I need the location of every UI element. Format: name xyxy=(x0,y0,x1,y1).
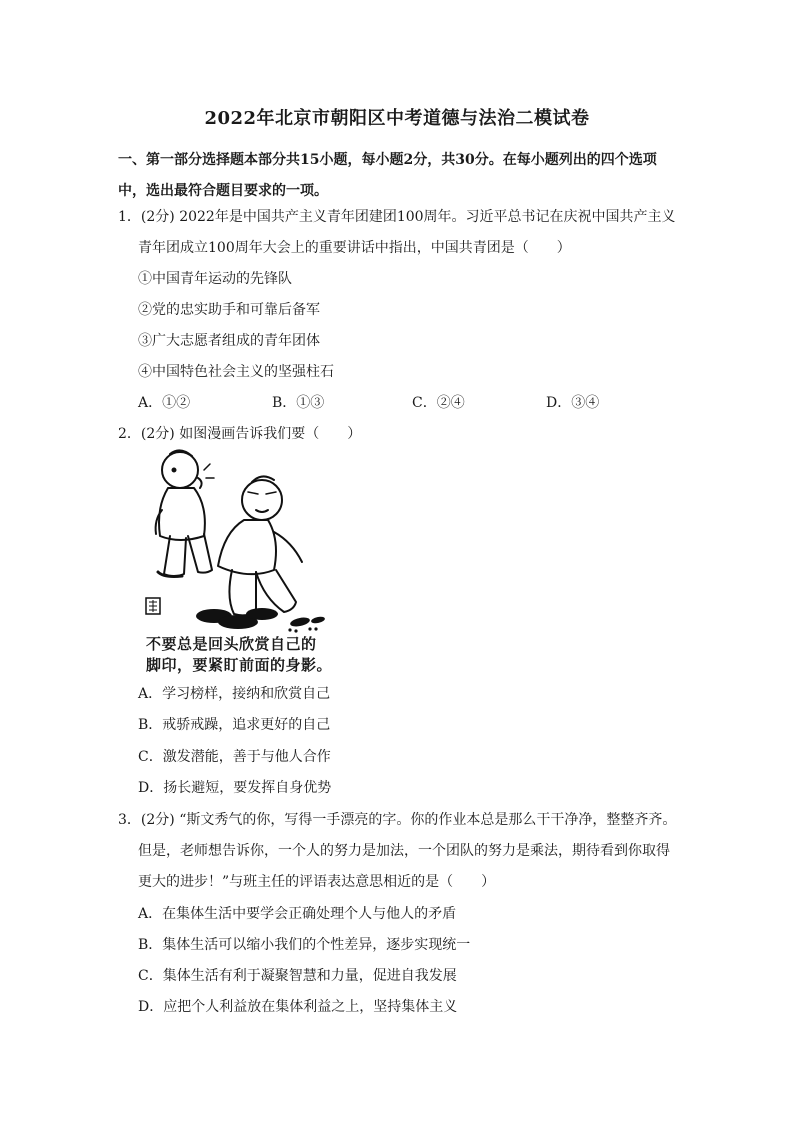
option-d[interactable]: D．③④ xyxy=(546,395,600,411)
option-b[interactable]: B．①③ xyxy=(272,395,325,411)
option-b[interactable]: B．戒骄戒躁，追求更好的自己 xyxy=(138,717,331,733)
option-a[interactable]: A．①② xyxy=(138,395,191,411)
option-c[interactable]: C．集体生活有利于凝聚智慧和力量，促进自我发展 xyxy=(138,968,457,984)
cartoon-figure-front xyxy=(218,476,302,615)
question-3-stem-line: 但是，老师想告诉你，一个人的努力是加法，一个团队的努力是乘法，期待看到你取得 xyxy=(138,843,670,859)
page-title: 2022年北京市朝阳区中考道德与法治二模试卷 xyxy=(204,108,590,129)
question-1-item: ②党的忠实助手和可靠后备军 xyxy=(138,302,320,318)
option-b[interactable]: B．集体生活可以缩小我们的个性差异，逐步实现统一 xyxy=(138,937,471,953)
option-a[interactable]: A．学习榜样，接纳和欣赏自己 xyxy=(138,686,331,702)
question-3-stem-line: 3．(2分) “斯文秀气的你，写得一手漂亮的字。你的作业本总是那么干干净净，整整齐齐。 xyxy=(118,812,677,828)
cartoon-caption-line: 脚印，要紧盯前面的身影。 xyxy=(146,656,333,674)
section-heading-line: 一、第一部分选择题本部分共15小题，每小题2分，共30分。在每小题列出的四个选项 xyxy=(118,152,657,168)
section-heading xyxy=(118,145,698,207)
cartoon-figure-behind xyxy=(156,450,214,576)
artist-seal-mark xyxy=(149,600,157,612)
question-1-item: ③广大志愿者组成的青年团体 xyxy=(138,333,320,349)
question-1-item: ④中国特色社会主义的坚强柱石 xyxy=(138,364,334,380)
option-d[interactable]: D．扬长避短，要发挥自身优势 xyxy=(138,780,332,796)
section-heading-line: 中，选出最符合题目要求的一项。 xyxy=(118,183,328,199)
question-3-stem-line: 更大的进步！”与班主任的评语表达意思相近的是（ ） xyxy=(138,874,496,890)
question-1-stem-line: 1．(2分) 2022年是中国共产主义青年团建团100周年。习近平总书记在庆祝中国共产主义 xyxy=(118,209,676,225)
option-c[interactable]: C．②④ xyxy=(412,395,465,411)
cartoon-caption-line: 不要总是回头欣赏自己的 xyxy=(146,635,317,653)
question-1-stem-line: 青年团成立100周年大会上的重要讲话中指出，中国共青团是（ ） xyxy=(138,240,571,256)
footprints-icon xyxy=(288,616,325,633)
question-1-item: ①中国青年运动的先锋队 xyxy=(138,271,292,287)
cartoon-shoes xyxy=(196,608,278,629)
option-d[interactable]: D．应把个人利益放在集体利益之上，坚持集体主义 xyxy=(138,999,458,1015)
option-c[interactable]: C．激发潜能，善于与他人合作 xyxy=(138,749,331,765)
option-a[interactable]: A．在集体生活中要学会正确处理个人与他人的矛盾 xyxy=(138,906,457,922)
question-2-stem: 2．(2分) 如图漫画告诉我们要（ ） xyxy=(118,426,362,442)
